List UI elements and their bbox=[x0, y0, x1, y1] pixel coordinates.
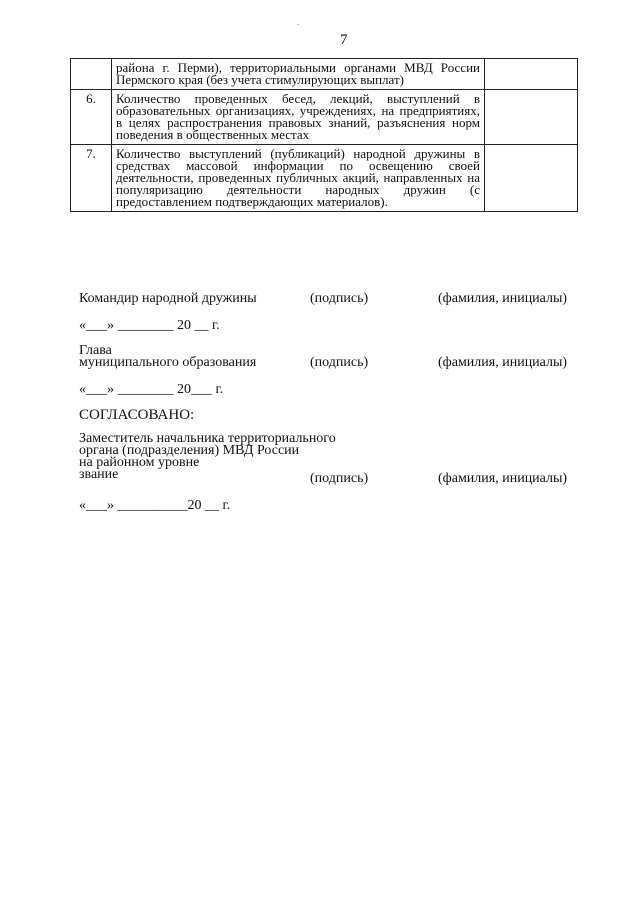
page-number: 7 bbox=[340, 32, 348, 48]
row-description: Количество выступлений (публикаций) народной дружины в средствах массовой информации по освещению своей деятельности, проведенных публичных акций, направленных на популяризацию деятельности народных дружин (с предоставлением подтверждающих материалов). bbox=[112, 145, 485, 212]
row-description: района г. Перми), территориальными органами МВД России Пермского края (без учета стимулирующих выплат) bbox=[112, 59, 485, 90]
commander-signature-field: (подпись) bbox=[310, 291, 369, 306]
deputy-signature-field: (подпись) bbox=[310, 471, 369, 486]
commander-label: Командир народной дружины bbox=[79, 291, 257, 306]
deputy-name-field: (фамилия, инициалы) bbox=[438, 471, 568, 486]
table-row bbox=[71, 90, 578, 145]
row-value bbox=[485, 145, 578, 212]
head-date: «___» ________ 20___ г. bbox=[79, 382, 224, 397]
row-value bbox=[485, 59, 578, 90]
commander-date: «___» ________ 20 __ г. bbox=[79, 318, 220, 333]
row-number: 6. bbox=[71, 90, 112, 145]
scan-dot: . bbox=[297, 18, 299, 27]
row-value bbox=[485, 90, 578, 145]
head-name-field: (фамилия, инициалы) bbox=[438, 355, 568, 370]
row-number: 7. bbox=[71, 145, 112, 212]
commander-name-field: (фамилия, инициалы) bbox=[438, 291, 568, 306]
report-table bbox=[70, 58, 578, 212]
deputy-label: Заместитель начальника территориального органа (подразделения) МВД России на районном уровне звание bbox=[79, 431, 336, 482]
row-description: Количество проведенных бесед, лекций, выступлений в образовательных организациях, учреждениях, на предприятиях, в целях распространения правовых знаний, разъяснения норм поведения в общественных местах bbox=[112, 90, 485, 145]
head-signature-field: (подпись) bbox=[310, 355, 369, 370]
table-row bbox=[71, 59, 578, 90]
deputy-date: «___» __________20 __ г. bbox=[79, 498, 231, 513]
table-row bbox=[71, 145, 578, 212]
head-label: Глава муниципального образования bbox=[79, 343, 257, 370]
agreed-title: СОГЛАСОВАНО: bbox=[79, 407, 195, 423]
row-number bbox=[71, 59, 112, 90]
